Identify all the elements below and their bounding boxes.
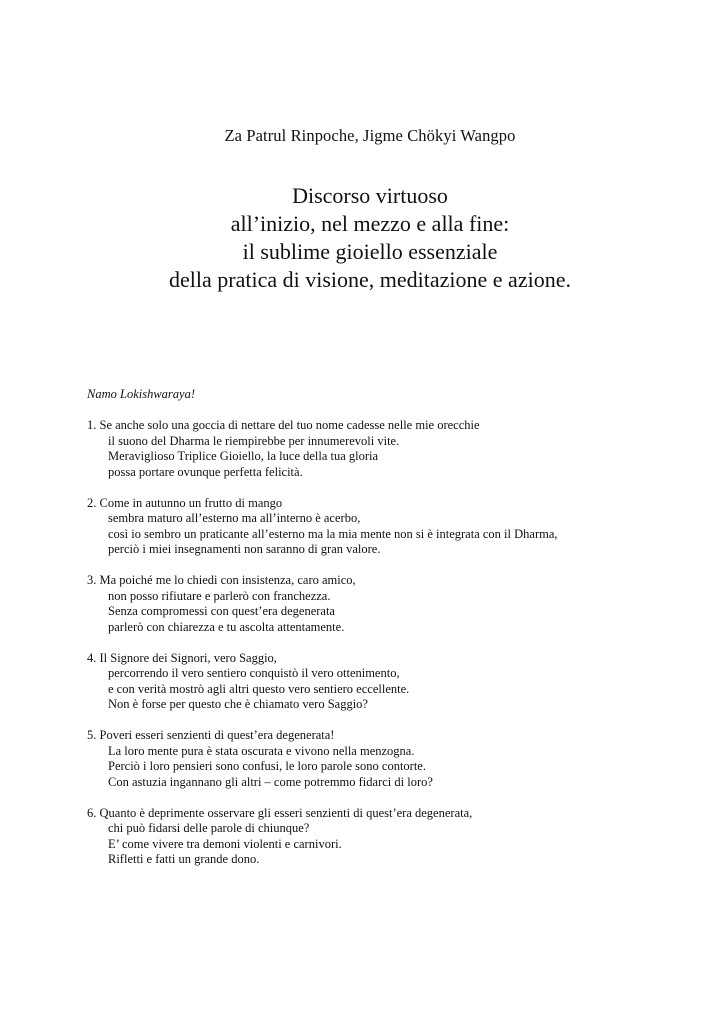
verse-line: Non è forse per questo che è chiamato vero Saggio? — [108, 697, 368, 711]
verse-line: Con astuzia ingannano gli altri – come potremmo fidarci di loro? — [108, 774, 433, 789]
verse-line: 2. Come in autunno un frutto di mango — [87, 495, 283, 510]
verse-6 — [87, 806, 707, 868]
title-line: della pratica di visione, meditazione e azione. — [169, 267, 571, 292]
title-line: all’inizio, nel mezzo e alla fine: — [230, 211, 510, 236]
invocation: Namo Lokishwaraya! — [87, 387, 195, 401]
verse-line: Rifletti e fatti un grande dono. — [108, 852, 260, 866]
verse-line: 5. Poveri esseri senzienti di quest’era degenerata! — [87, 728, 335, 742]
verse-5 — [87, 728, 707, 790]
verse-line: E’ come vivere tra demoni violenti e carnivori. — [108, 836, 342, 851]
verse-3 — [87, 573, 707, 635]
verse-line: non posso rifiutare e parlerò con franchezza. — [108, 588, 331, 603]
title-line: Discorso virtuoso — [292, 183, 448, 208]
verse-line: e con verità mostrò agli altri questo vero sentiero eccellente. — [108, 681, 410, 696]
verse-line: Perciò i loro pensieri sono confusi, le loro parole sono contorte. — [108, 759, 426, 773]
verse-line: così io sembro un praticante all’esterno ma la mia mente non si è integrata con il Dharma, — [108, 526, 558, 541]
title-line: il sublime gioiello essenziale — [242, 239, 498, 264]
verse-4 — [87, 651, 707, 713]
verse-line: La loro mente pura è stata oscurata e vivono nella menzogna. — [108, 743, 415, 758]
verse-line: 4. Il Signore dei Signori, vero Saggio, — [87, 650, 277, 665]
verse-line: parlerò con chiarezza e tu ascolta attentamente. — [108, 619, 345, 634]
verse-line: Senza compromessi con quest’era degenerata — [108, 604, 335, 618]
verse-line: possa portare ovunque perfetta felicità. — [108, 464, 303, 479]
author-line: Za Patrul Rinpoche, Jigme Chökyi Wangpo — [224, 126, 516, 145]
verse-line: 3. Ma poiché me lo chiedi con insistenza, caro amico, — [87, 573, 356, 587]
verse-line: 6. Quanto è deprimente osservare gli esseri senzienti di quest’era degenerata, — [87, 805, 473, 820]
verse-2 — [87, 496, 707, 558]
verse-line: percorrendo il vero sentiero conquistò il vero ottenimento, — [108, 666, 400, 680]
verse-line: Meraviglioso Triplice Gioiello, la luce della tua gloria — [108, 449, 379, 463]
verse-line: 1. Se anche solo una goccia di nettare del tuo nome cadesse nelle mie orecchie — [87, 418, 480, 432]
verse-line: il suono del Dharma le riempirebbe per innumerevoli vite. — [108, 433, 400, 448]
verse-line: chi può fidarsi delle parole di chiunque? — [108, 821, 310, 835]
verse-line: sembra maturo all’esterno ma all’interno è acerbo, — [108, 511, 361, 525]
document-title — [0, 182, 724, 294]
verses — [87, 418, 707, 883]
verse-1 — [87, 418, 707, 480]
verse-line: perciò i miei insegnamenti non saranno di gran valore. — [108, 542, 381, 556]
